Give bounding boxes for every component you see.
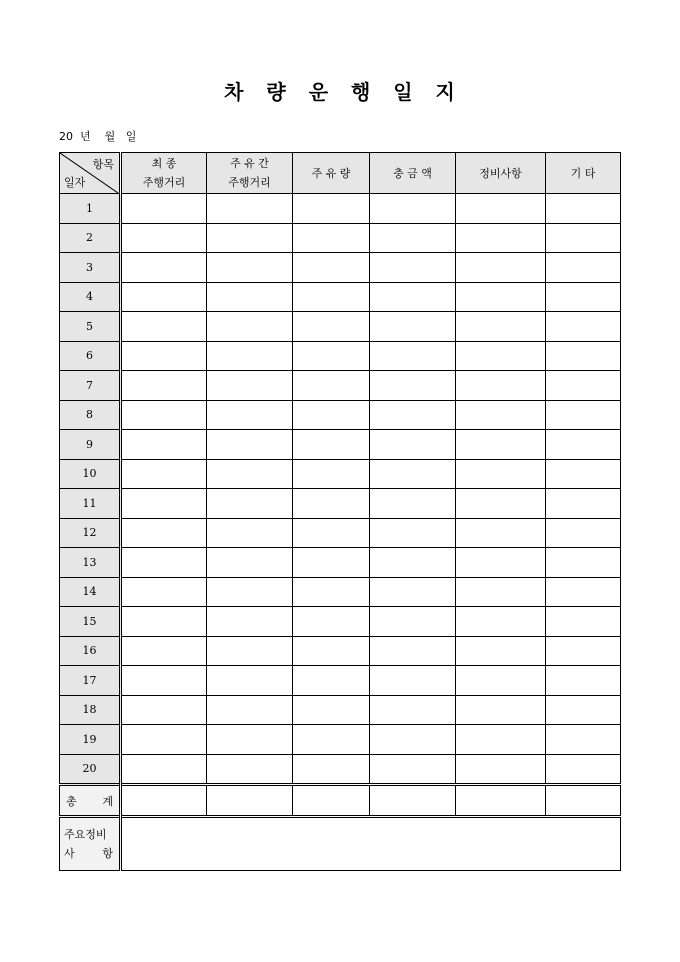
- table-row: [60, 607, 621, 637]
- entry-cell[interactable]: [207, 341, 293, 371]
- entry-cell[interactable]: [207, 518, 293, 548]
- entry-cell[interactable]: [546, 577, 621, 607]
- entry-cell[interactable]: [121, 577, 207, 607]
- day-number-cell: 15: [60, 607, 121, 637]
- total-label-a: 총: [66, 794, 77, 808]
- entry-cell[interactable]: [546, 312, 621, 342]
- entry-cell[interactable]: [207, 548, 293, 578]
- day-number-cell: 5: [60, 312, 121, 342]
- entry-cell[interactable]: [293, 577, 370, 607]
- entry-cell[interactable]: [293, 253, 370, 283]
- day-number-cell: 13: [60, 548, 121, 578]
- entry-cell[interactable]: [293, 518, 370, 548]
- total-label-b: 계: [102, 794, 113, 808]
- entry-cell[interactable]: [121, 371, 207, 401]
- table-row: [60, 518, 621, 548]
- entry-cell[interactable]: [546, 223, 621, 253]
- entry-cell[interactable]: [121, 636, 207, 666]
- entry-cell[interactable]: [121, 312, 207, 342]
- table-row: [60, 371, 621, 401]
- entry-cell[interactable]: [293, 489, 370, 519]
- day-number-cell: 16: [60, 636, 121, 666]
- notes-label-b: 항: [102, 847, 113, 860]
- total-cell[interactable]: [207, 785, 293, 817]
- table-row: [60, 725, 621, 755]
- entry-cell[interactable]: [207, 695, 293, 725]
- entry-cell[interactable]: [370, 223, 456, 253]
- entry-cell[interactable]: [546, 607, 621, 637]
- entry-cell[interactable]: [370, 341, 456, 371]
- notes-label-a: 사: [64, 847, 75, 860]
- entry-cell[interactable]: [207, 371, 293, 401]
- entry-cell[interactable]: [370, 489, 456, 519]
- entry-cell[interactable]: [456, 341, 546, 371]
- entry-cell[interactable]: [370, 725, 456, 755]
- entry-cell[interactable]: [207, 194, 293, 224]
- entry-cell[interactable]: [546, 548, 621, 578]
- day-number-cell: 7: [60, 371, 121, 401]
- day-number-cell: 4: [60, 282, 121, 312]
- column-header-line2: 주행거리: [228, 176, 271, 189]
- entry-cell[interactable]: [121, 223, 207, 253]
- entry-cell[interactable]: [370, 312, 456, 342]
- column-header-other: 기 타: [546, 153, 621, 194]
- date-line: 20 년 월 일: [59, 130, 137, 143]
- entry-cell[interactable]: [207, 636, 293, 666]
- entry-cell[interactable]: [546, 341, 621, 371]
- notes-label-cell: [60, 817, 121, 871]
- day-number-cell: 8: [60, 400, 121, 430]
- entry-cell[interactable]: [207, 489, 293, 519]
- table-row: [60, 400, 621, 430]
- column-header-line1: 주 유 간: [230, 157, 269, 170]
- entry-cell[interactable]: [121, 194, 207, 224]
- entry-cell[interactable]: [293, 282, 370, 312]
- entry-cell[interactable]: [293, 548, 370, 578]
- day-number-cell: 19: [60, 725, 121, 755]
- day-number-cell: 18: [60, 695, 121, 725]
- total-label-cell: [60, 785, 121, 817]
- day-number-cell: 17: [60, 666, 121, 696]
- column-header-final-mileage: [121, 153, 207, 194]
- entry-cell[interactable]: [207, 754, 293, 785]
- table-row: [60, 430, 621, 460]
- column-header-line2: 주행거리: [142, 176, 186, 189]
- notes-entry-cell[interactable]: [121, 817, 621, 871]
- entry-cell[interactable]: [456, 253, 546, 283]
- entry-cell[interactable]: [121, 695, 207, 725]
- entry-cell[interactable]: [370, 400, 456, 430]
- entry-cell[interactable]: [456, 371, 546, 401]
- table-row: [60, 695, 621, 725]
- entry-cell[interactable]: [293, 341, 370, 371]
- entry-cell[interactable]: [456, 577, 546, 607]
- entry-cell[interactable]: [370, 754, 456, 785]
- entry-cell[interactable]: [293, 223, 370, 253]
- entry-cell[interactable]: [546, 754, 621, 785]
- entry-cell[interactable]: [370, 607, 456, 637]
- entry-cell[interactable]: [121, 489, 207, 519]
- entry-cell[interactable]: [293, 666, 370, 696]
- column-header-amount: 충 금 액: [370, 153, 456, 194]
- entry-cell[interactable]: [293, 636, 370, 666]
- entry-cell[interactable]: [456, 194, 546, 224]
- table-row: [60, 489, 621, 519]
- entry-cell[interactable]: [546, 518, 621, 548]
- day-number-cell: 2: [60, 223, 121, 253]
- table-row: [60, 253, 621, 283]
- entry-cell[interactable]: [293, 725, 370, 755]
- entry-cell[interactable]: [370, 194, 456, 224]
- table-row: [60, 223, 621, 253]
- entry-cell[interactable]: [370, 518, 456, 548]
- column-header-line1: 최 종: [151, 157, 177, 170]
- day-number-cell: 12: [60, 518, 121, 548]
- entry-cell[interactable]: [207, 666, 293, 696]
- table-row: [60, 341, 621, 371]
- entry-cell[interactable]: [456, 548, 546, 578]
- entry-cell[interactable]: [370, 577, 456, 607]
- table-row: [60, 459, 621, 489]
- entry-cell[interactable]: [207, 282, 293, 312]
- entry-cell[interactable]: [293, 430, 370, 460]
- header-row: [60, 153, 621, 194]
- entry-cell[interactable]: [293, 459, 370, 489]
- entry-cell[interactable]: [456, 666, 546, 696]
- total-cell[interactable]: [456, 785, 546, 817]
- corner-item-label: 항목: [92, 158, 114, 171]
- day-number-cell: 14: [60, 577, 121, 607]
- entry-cell[interactable]: [293, 400, 370, 430]
- entry-cell[interactable]: [293, 695, 370, 725]
- entry-cell[interactable]: [370, 666, 456, 696]
- entry-cell[interactable]: [546, 666, 621, 696]
- corner-date-label: 일자: [64, 176, 86, 189]
- entry-cell[interactable]: [207, 430, 293, 460]
- total-cell[interactable]: [546, 785, 621, 817]
- total-cell[interactable]: [293, 785, 370, 817]
- table-row: [60, 577, 621, 607]
- entry-cell[interactable]: [546, 695, 621, 725]
- entry-cell[interactable]: [121, 754, 207, 785]
- entry-cell[interactable]: [293, 194, 370, 224]
- entry-cell[interactable]: [546, 371, 621, 401]
- entry-cell[interactable]: [207, 223, 293, 253]
- entry-cell[interactable]: [370, 253, 456, 283]
- entry-cell[interactable]: [370, 430, 456, 460]
- entry-cell[interactable]: [207, 725, 293, 755]
- table-row: [60, 194, 621, 224]
- entry-cell[interactable]: [456, 725, 546, 755]
- entry-cell[interactable]: [121, 459, 207, 489]
- column-header-fuel-amount: 주 유 량: [293, 153, 370, 194]
- entry-cell[interactable]: [456, 518, 546, 548]
- day-number-cell: 9: [60, 430, 121, 460]
- column-header-maintenance: 정비사항: [456, 153, 546, 194]
- entry-cell[interactable]: [456, 400, 546, 430]
- entry-cell[interactable]: [456, 459, 546, 489]
- entry-cell[interactable]: [546, 253, 621, 283]
- maintenance-notes-row: [60, 817, 621, 871]
- day-number-cell: 11: [60, 489, 121, 519]
- entry-cell[interactable]: [121, 548, 207, 578]
- entry-cell[interactable]: [370, 371, 456, 401]
- entry-cell[interactable]: [121, 607, 207, 637]
- entry-cell[interactable]: [370, 636, 456, 666]
- entry-cell[interactable]: [121, 518, 207, 548]
- entry-cell[interactable]: [456, 223, 546, 253]
- entry-cell[interactable]: [370, 282, 456, 312]
- entry-cell[interactable]: [546, 636, 621, 666]
- entry-cell[interactable]: [456, 607, 546, 637]
- entry-cell[interactable]: [121, 430, 207, 460]
- day-number-cell: 3: [60, 253, 121, 283]
- day-number-cell: 6: [60, 341, 121, 371]
- entry-cell[interactable]: [121, 282, 207, 312]
- entry-cell[interactable]: [546, 725, 621, 755]
- table-row: [60, 636, 621, 666]
- entry-cell[interactable]: [293, 754, 370, 785]
- table-row: [60, 282, 621, 312]
- table-row: [60, 312, 621, 342]
- total-cell[interactable]: [370, 785, 456, 817]
- notes-label-line1: 주요정비: [64, 828, 107, 841]
- entry-cell[interactable]: [546, 459, 621, 489]
- column-header-refuel-mileage: [207, 153, 293, 194]
- entry-cell[interactable]: [207, 577, 293, 607]
- entry-cell[interactable]: [207, 253, 293, 283]
- entry-cell[interactable]: [456, 754, 546, 785]
- entry-cell[interactable]: [546, 489, 621, 519]
- entry-cell[interactable]: [456, 282, 546, 312]
- entry-cell[interactable]: [456, 312, 546, 342]
- entry-cell[interactable]: [121, 666, 207, 696]
- corner-header-cell: [60, 153, 121, 194]
- entry-cell[interactable]: [293, 312, 370, 342]
- entry-cell[interactable]: [121, 400, 207, 430]
- entry-cell[interactable]: [207, 459, 293, 489]
- entry-cell[interactable]: [293, 607, 370, 637]
- entry-cell[interactable]: [546, 194, 621, 224]
- entry-cell[interactable]: [456, 695, 546, 725]
- table-row: [60, 754, 621, 785]
- entry-cell[interactable]: [370, 695, 456, 725]
- entry-cell[interactable]: [207, 312, 293, 342]
- entry-cell[interactable]: [370, 548, 456, 578]
- vehicle-log-table: [59, 152, 621, 871]
- entry-cell[interactable]: [456, 636, 546, 666]
- total-row: [60, 785, 621, 817]
- entry-cell[interactable]: [293, 371, 370, 401]
- entry-cell[interactable]: [456, 430, 546, 460]
- day-number-cell: 1: [60, 194, 121, 224]
- table-row: [60, 666, 621, 696]
- day-number-cell: 20: [60, 754, 121, 785]
- entry-cell[interactable]: [456, 489, 546, 519]
- total-cell[interactable]: [121, 785, 207, 817]
- entry-cell[interactable]: [546, 400, 621, 430]
- table-row: [60, 548, 621, 578]
- entry-cell[interactable]: [121, 253, 207, 283]
- entry-cell[interactable]: [370, 459, 456, 489]
- entry-cell[interactable]: [546, 282, 621, 312]
- day-number-cell: 10: [60, 459, 121, 489]
- entry-cell[interactable]: [546, 430, 621, 460]
- entry-cell[interactable]: [207, 607, 293, 637]
- entry-cell[interactable]: [121, 725, 207, 755]
- entry-cell[interactable]: [121, 341, 207, 371]
- page-title: 차 량 운 행 일 지: [224, 80, 456, 104]
- entry-cell[interactable]: [207, 400, 293, 430]
